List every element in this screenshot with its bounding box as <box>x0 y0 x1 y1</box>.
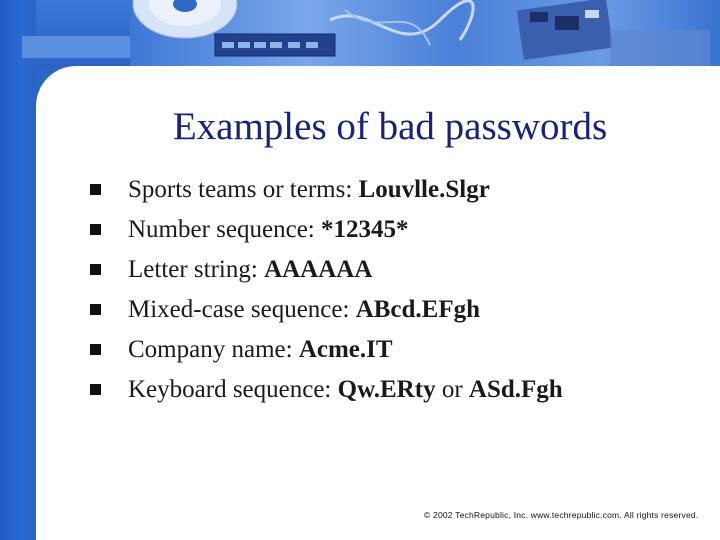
header-photo-strip <box>130 0 720 66</box>
square-bullet-icon <box>90 344 101 355</box>
header-accent-strip <box>22 36 132 58</box>
bullet-label: Mixed-case sequence: <box>128 296 356 323</box>
square-bullet-icon <box>90 224 101 235</box>
square-bullet-icon <box>90 304 101 315</box>
square-bullet-icon <box>90 264 101 275</box>
bullet-example: ASd.Fgh <box>468 376 563 403</box>
bullet-text <box>128 170 490 210</box>
bullet-example: ABcd.EFgh <box>355 296 481 323</box>
bullet-text <box>128 290 480 330</box>
network-switch-icon <box>215 34 335 56</box>
cable-icon <box>330 1 473 45</box>
bullet-example: Louvlle.Slgr <box>358 176 490 203</box>
bullet-label: Company name: <box>128 336 299 363</box>
circuit-board-icon <box>517 0 710 66</box>
slide-title: Examples of bad passwords <box>172 105 608 148</box>
square-bullet-icon <box>90 184 101 195</box>
bullet-label: Sports teams or terms: <box>128 176 359 203</box>
bullet-text <box>128 330 393 370</box>
bullet-example: Qw.ERty <box>337 376 436 403</box>
bullet-label: Number sequence: <box>128 216 321 243</box>
bullet-label: Keyboard sequence: <box>128 376 338 403</box>
bullet-label: Letter string: <box>128 256 265 283</box>
bullet-text <box>128 210 408 250</box>
bullet-text <box>128 370 563 410</box>
bullet-example: *12345* <box>320 216 409 243</box>
bullet-connector: or <box>435 376 469 403</box>
bullet-example: Acme.IT <box>298 336 393 363</box>
bullet-example: AAAAAA <box>264 256 373 283</box>
copyright-footer: © 2002 TechRepublic, Inc. www.techrepublic.com. All rights reserved. <box>424 510 699 520</box>
cd-disc-icon <box>133 0 237 38</box>
bullet-text <box>128 250 372 290</box>
square-bullet-icon <box>90 384 101 395</box>
left-frame <box>0 0 36 540</box>
